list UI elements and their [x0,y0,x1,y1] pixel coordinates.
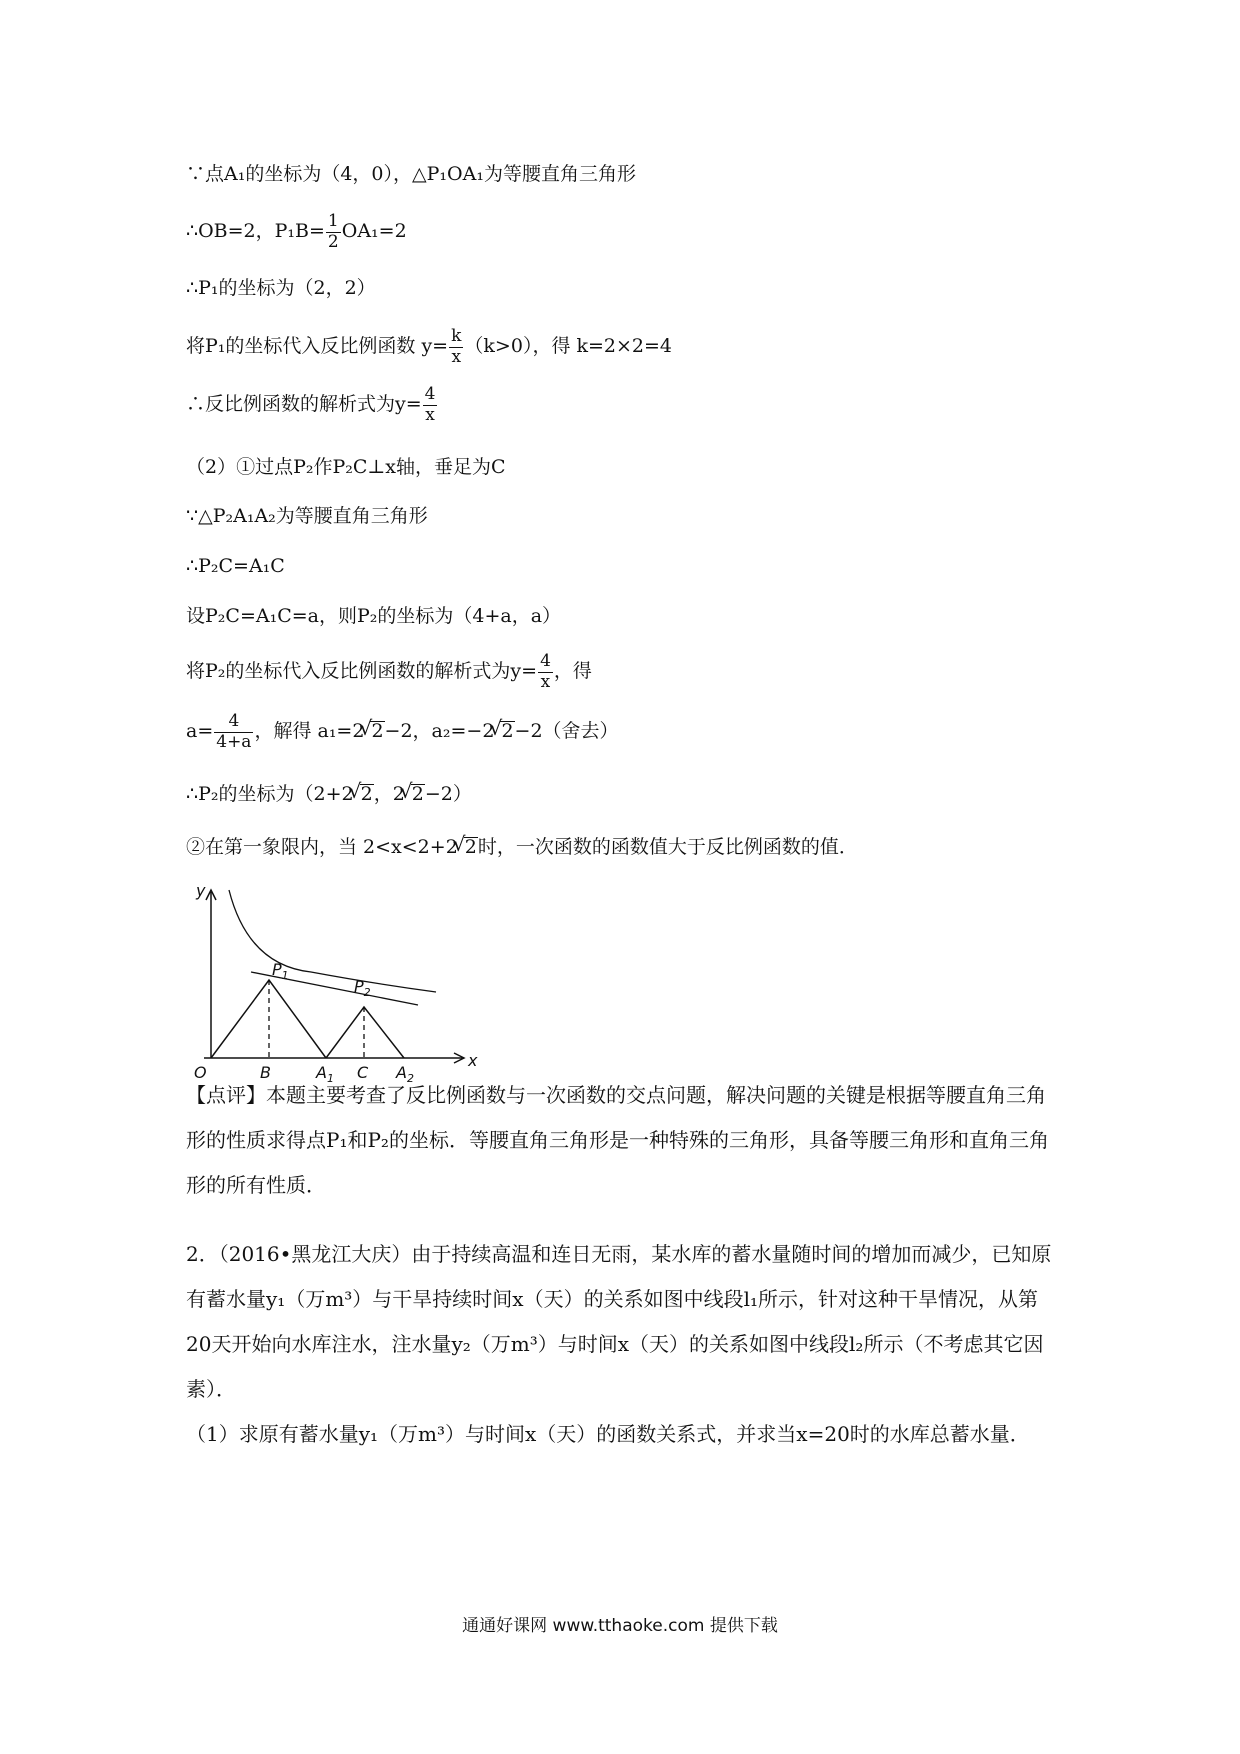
label-a2: $A_2$ [396,1063,414,1085]
fraction-4-over-x: $\frac{4}{x}$ [424,384,436,425]
fraction-half: $\frac{1}{2}$ [327,211,339,252]
line-9: 设P₂C=A₁C=a，则P₂的坐标为（4+a，a） [186,605,562,627]
line-12: ∴P₂的坐标为（2+2√ 2，2√ 2−2） [186,784,472,804]
fraction-4-over-x-2: $\frac{4}{x}$ [540,651,551,692]
label-y: y [196,881,206,900]
line-5: ∴反比例函数的解析式为y= $\frac{4}{x}$ [186,384,436,425]
line-8: ∴P₂C=A₁C [186,555,285,577]
label-b: B [260,1063,271,1082]
triangle-p2 [326,1007,404,1058]
label-p1: $P_1$ [272,960,289,982]
line-1: ∵点A₁的坐标为（4，0），△P₁OA₁为等腰直角三角形 [186,163,636,185]
fraction-k-over-x: $\frac{k}{x}$ [451,326,462,367]
problem-2-part-1: （1）求原有蓄水量y₁（万m³）与时间x（天）的函数关系式，并求当x=20时的水库总蓄水量． [186,1422,1030,1446]
comment-paragraph: 【点评】本题主要考查了反比例函数与一次函数的交点问题，解决问题的关键是根据等腰直角三角形的性质求得点P₁和P₂的坐标．等腰直角三角形是一种特殊的三角形，具备等腰三角形和直角三角形的所有性质． [186,1083,1049,1197]
sqrt-2: √ 2 [464,837,478,857]
sqrt-2: √ 2 [411,784,425,804]
label-p2: $P_2$ [354,977,371,999]
line-6: （2）①过点P₂作P₂C⊥x轴，垂足为C [186,456,506,478]
line-4: 将P₁的坐标代入反比例函数 y= $\frac{k}{x}$ （k>0），得 k=2×2=4 [186,326,673,367]
fraction-4-over-4plusa: $\frac{4}{4+a}$ [216,711,252,752]
page-footer: 通通好课网 www.tthaoke.com 提供下载 [462,1616,778,1636]
label-c: C [357,1063,369,1082]
line-13: ②在第一象限内，当 2<x<2+2√ 2时，一次函数的函数值大于反比例函数的值． [186,837,858,857]
sqrt-2: √ 2 [360,784,374,804]
label-x: x [468,1051,478,1070]
label-a1: $A_1$ [316,1063,334,1085]
line-7: ∵△P₂A₁A₂为等腰直角三角形 [186,505,428,527]
line-2: ∴OB=2，P₁B= $\frac{1}{2}$ OA₁=2 [186,211,407,252]
hyperbola-curve [229,890,436,992]
label-o: O [194,1063,207,1082]
geometry-figure [186,835,486,1085]
sqrt-2: √ 2 [500,721,514,741]
line-3: ∴P₁的坐标为（2，2） [186,277,376,299]
sqrt-2: √ 2 [370,721,384,741]
problem-2-stem: 2．（2016•黑龙江大庆）由于持续高温和连日无雨，某水库的蓄水量随时间的增加而减少，已知原有蓄水量y₁（万m³）与干旱持续时间x（天）的关系如图中线段l₁所示，针对这种干旱情况，从第20天开始向水库注水，注水量y₂（万m³）与时间x（天）的关系如图中线段l₂所示（不考虑其它因素）． [186,1242,1052,1401]
line-11: a= $\frac{4}{4+a}$ ，解得 a₁=2√ 2−2，a₂=−2√ 2−2（舍去） [186,712,619,752]
line-10: 将P₂的坐标代入反比例函数的解析式为y= $\frac{4}{x}$ ，得 [186,651,592,692]
